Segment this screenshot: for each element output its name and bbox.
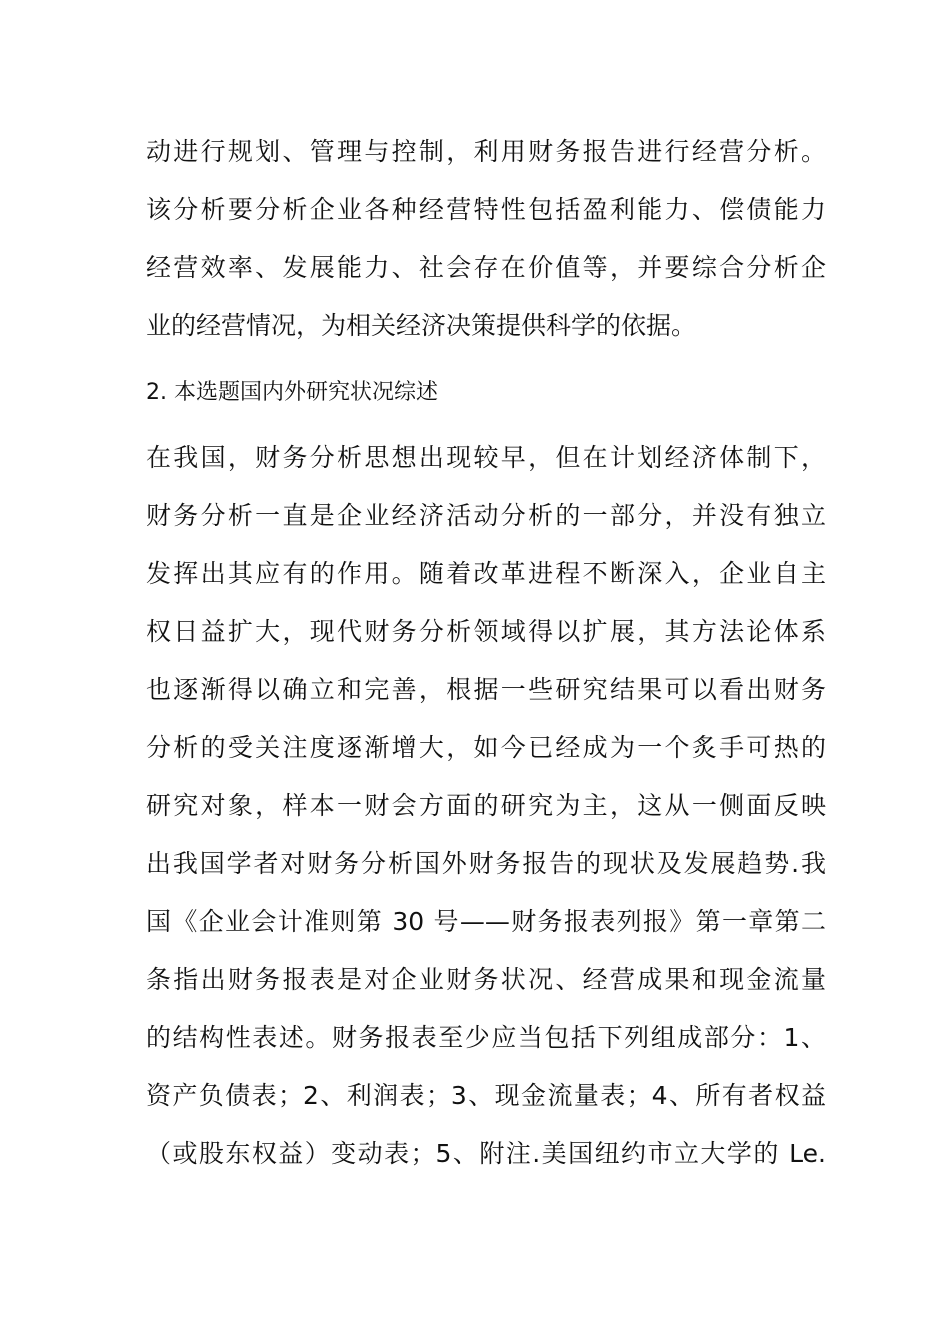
paragraph-1-line-2: 该分析要分析企业各种经营特性包括盈利能力、偿债能力	[146, 195, 826, 224]
section-heading: 2. 本选题国内外研究状况综述	[146, 380, 438, 405]
paragraph-2-line-10: 条指出财务报表是对企业财务状况、经营成果和现金流量	[146, 965, 826, 994]
paragraph-2-line-1: 在我国，财务分析思想出现较早，但在计划经济体制下，	[146, 443, 826, 472]
paragraph-2-line-5: 也逐渐得以确立和完善，根据一些研究结果可以看出财务	[146, 675, 826, 704]
paragraph-1-line-4: 业的经营情况，为相关经济决策提供科学的依据。	[146, 311, 697, 340]
paragraph-2-line-7: 研究对象，样本一财会方面的研究为主，这从一侧面反映	[146, 791, 826, 820]
paragraph-2-line-3: 发挥出其应有的作用。随着改革进程不断深入，企业自主	[146, 559, 826, 588]
paragraph-2-line-4: 权日益扩大，现代财务分析领域得以扩展，其方法论体系	[146, 617, 826, 646]
paragraph-2-line-9: 国《企业会计准则第 30 号——财务报表列报》第一章第二	[146, 907, 826, 936]
paragraph-2-line-8: 出我国学者对财务分析国外财务报告的现状及发展趋势.我	[146, 849, 826, 878]
paragraph-2-line-11: 的结构性表述。财务报表至少应当包括下列组成部分：1、	[146, 1023, 826, 1052]
paragraph-2-line-12: 资产负债表；2、利润表；3、现金流量表；4、所有者权益	[146, 1081, 826, 1110]
paragraph-2-line-6: 分析的受关注度逐渐增大，如今已经成为一个炙手可热的	[146, 733, 826, 762]
paragraph-1-line-1: 动进行规划、管理与控制，利用财务报告进行经营分析。	[146, 137, 826, 166]
paragraph-2-line-13: （或股东权益）变动表；5、附注.美国纽约市立大学的 Le.	[146, 1139, 826, 1168]
paragraph-2-line-2: 财务分析一直是企业经济活动分析的一部分，并没有独立	[146, 501, 826, 530]
paragraph-1-line-3: 经营效率、发展能力、社会存在价值等，并要综合分析企	[146, 253, 826, 282]
